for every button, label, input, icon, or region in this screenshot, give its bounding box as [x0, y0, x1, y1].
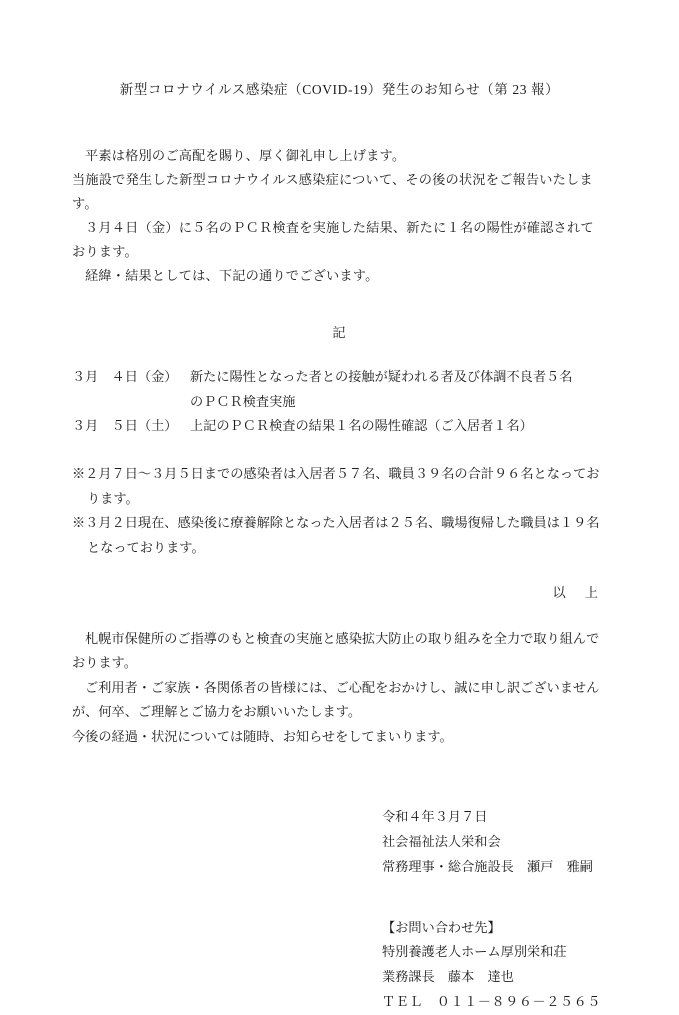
- intro-paragraph-4: 経緯・結果としては、下記の通りでございます。: [85, 268, 379, 284]
- intro-block: [72, 144, 607, 288]
- signature-block: [382, 805, 607, 879]
- entry-body: 新たに陽性となった者との接触が疑われる者及び体調不良者５名: [190, 369, 573, 385]
- entry-date: ３月 ５日（土）: [72, 417, 178, 433]
- record-mark: 記: [332, 325, 347, 341]
- signature-date: 令和４年３月７日: [382, 809, 488, 825]
- entry-date: ３月 ４日（金）: [72, 369, 178, 385]
- contact-facility: 特別養護老人ホーム厚別栄和荘: [382, 944, 567, 960]
- entry-list: [72, 365, 607, 438]
- tail-block: [72, 627, 607, 749]
- tail-paragraph-1: 札幌市保健所のご指導のもと検査の実施と感染拡大防止の取り組みを全力で取り組んでおります。: [72, 631, 600, 671]
- signature-person: 常務理事・総合施設長 瀬戸 雅嗣: [382, 858, 593, 874]
- contact-heading: 【お問い合わせ先】: [382, 919, 501, 935]
- note-line: ※２月７日～３月５日までの感染者は入居者５７名、職員３９名の合計９６名となってお: [72, 466, 600, 482]
- note-line: ※３月２日現在、感染後に療養解除となった入居者は２５名、職場復帰した職員は１９名: [72, 515, 600, 531]
- closing-mark: 以 上: [552, 585, 601, 601]
- page-title: 新型コロナウイルス感染症（COVID-19）発生のお知らせ（第 23 報）: [119, 82, 560, 97]
- contact-telephone: ＴＥＬ ０１１－８９６－２５６５: [382, 994, 601, 1010]
- intro-paragraph-1: 平素は格別のご高配を賜り、厚く御礼申し上げます。: [85, 148, 406, 163]
- note-line-continuation: ります。: [87, 490, 139, 506]
- note-line-continuation: となっております。: [87, 539, 205, 555]
- intro-paragraph-2: 当施設で発生した新型コロナウイルス感染症について、その後の状況をご報告いたします。: [72, 172, 593, 212]
- entry-body: 上記のＰＣＲ検査の結果１名の陽性確認（ご入居者１名）: [190, 417, 533, 433]
- tail-paragraph-3: 今後の経過・状況については随時、お知らせをしてまいります。: [72, 728, 453, 744]
- entry-continuation: のＰＣＲ検査実施: [190, 393, 296, 409]
- list-item: [72, 414, 607, 438]
- signature-organization: 社会福祉法人栄和会: [382, 833, 501, 849]
- list-item: [72, 365, 607, 389]
- contact-person: 業務課長 藤本 達也: [382, 969, 514, 985]
- notes-block: [72, 462, 607, 560]
- intro-paragraph-3: ３月４日（金）に５名のＰＣＲ検査を実施した結果、新たに１名の陽性が確認されております。: [72, 220, 594, 260]
- contact-block: [382, 916, 607, 1015]
- tail-paragraph-2: ご利用者・ご家族・各関係者の皆様には、ご心配をおかけし、誠に申し訳ございませんが、何卒、ご理解とご協力をお願いいたします。: [72, 679, 600, 720]
